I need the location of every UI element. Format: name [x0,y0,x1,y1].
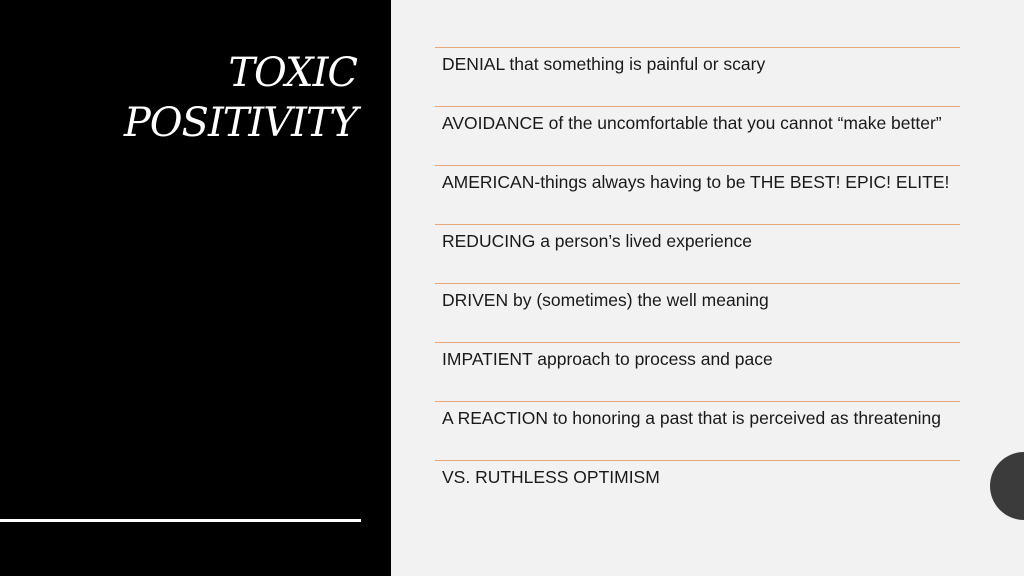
slide-title-line-2: POSITIVITY [123,100,357,146]
list-item-impatient: IMPATIENT approach to process and pace [435,342,960,401]
list-item-ruthless-optimism: VS. RUTHLESS OPTIMISM [435,460,960,519]
slide-title [124,48,357,148]
list-item-reducing: REDUCING a person’s lived experience [435,224,960,283]
list-item-reaction: A REACTION to honoring a past that is perceived as threatening [435,401,960,460]
slide-title-line-1: TOXIC [228,50,357,96]
list-item-driven: DRIVEN by (sometimes) the well meaning [435,283,960,342]
list-item-denial: DENIAL that something is painful or scary [435,47,960,106]
title-panel [0,0,391,576]
title-underline-rule [0,519,361,522]
list-item-american: AMERICAN-things always having to be THE BEST! EPIC! ELITE! [435,165,960,224]
list-item-avoidance: AVOIDANCE of the uncomfortable that you cannot “make better” [435,106,960,165]
bullet-list [435,47,960,519]
corner-circle-decoration [990,452,1024,520]
